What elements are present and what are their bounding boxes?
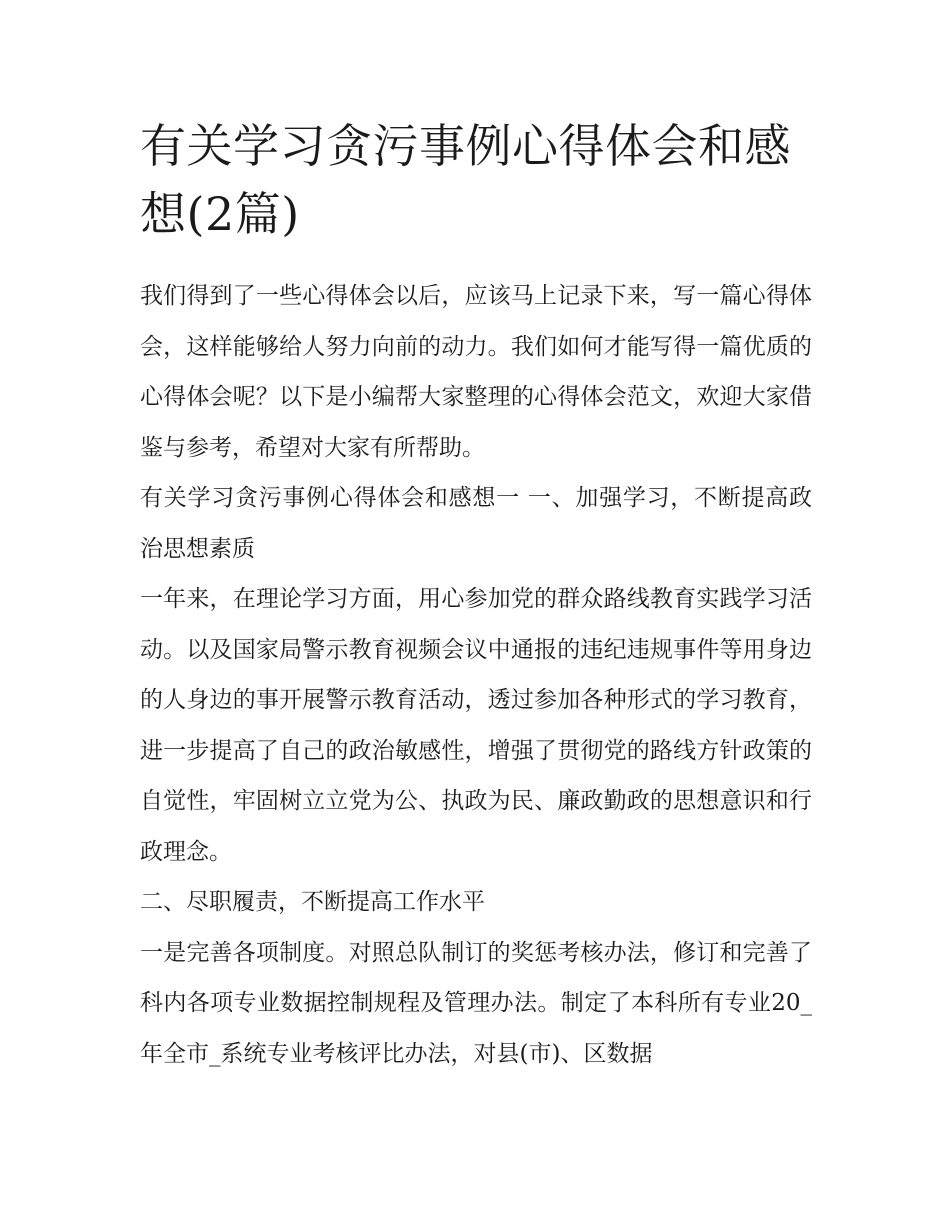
document-title: 有关学习贪污事例心得体会和感想(2篇) bbox=[140, 119, 791, 241]
paragraph-systems: 一是完善各项制度。对照总队制订的奖惩考核办法，修订和完善了科内各项专业数据控制规程及管理办法。制定了本科所有专业20_年全市_系统专业考核评比办法，对县(市)、区数据 bbox=[140, 939, 812, 1067]
paragraph-study: 一年来，在理论学习方面，用心参加党的群众路线教育实践学习活动。以及国家局警示教育视频会议中通报的违纪违规事件等用身边的人身边的事开展警示教育活动，透过参加各种形式的学习教育，进一步提高了自己的政治敏感性，增强了贯彻党的路线方针政策的自觉性，牢固树立立党为公、执政为民、廉政勤政的思想意识和行政理念。 bbox=[140, 586, 812, 865]
document-page bbox=[140, 112, 812, 1079]
section-heading-1: 有关学习贪污事例心得体会和感想一 一、加强学习，不断提高政治思想素质 bbox=[140, 485, 812, 562]
section-heading-2: 二、尽职履责，不断提高工作水平 bbox=[140, 889, 485, 915]
paragraph-intro: 我们得到了一些心得体会以后，应该马上记录下来，写一篇心得体会，这样能够给人努力向前的动力。我们如何才能写得一篇优质的心得体会呢？以下是小编帮大家整理的心得体会范文，欢迎大家借鉴与参考，希望对大家有所帮助。 bbox=[140, 283, 812, 461]
document-body bbox=[140, 271, 812, 1079]
